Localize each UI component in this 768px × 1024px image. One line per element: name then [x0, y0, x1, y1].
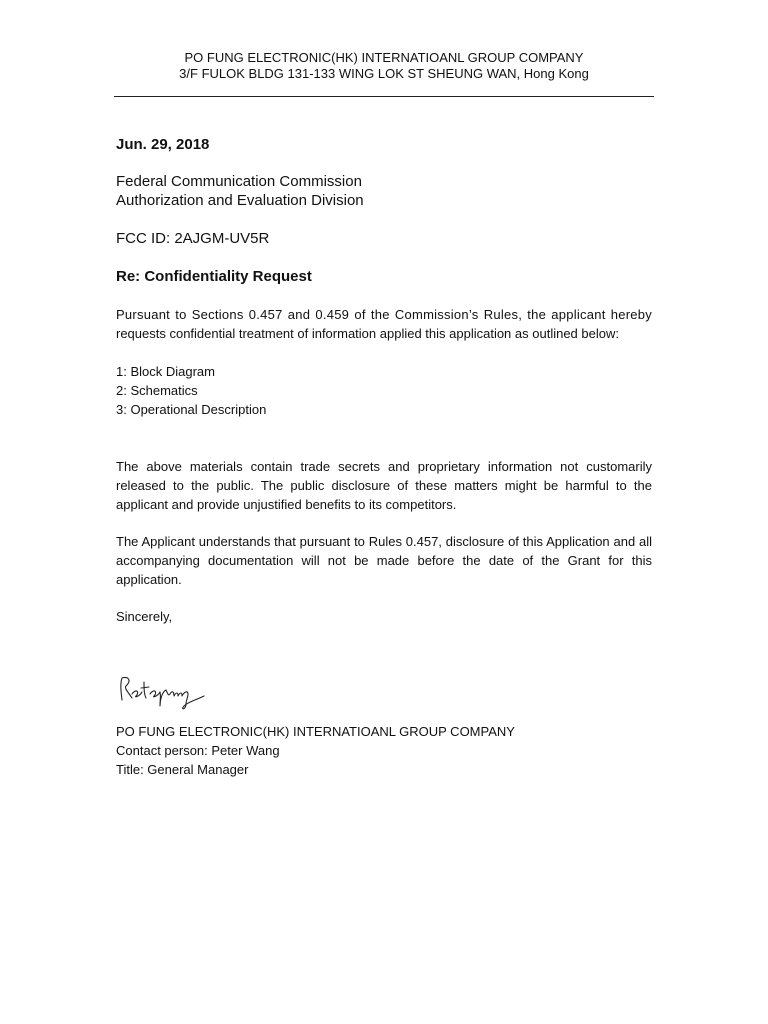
intro-line-1: Pursuant to Sections 0.457 and 0.459 of the Commission’s Rules, the applicant hereby — [116, 307, 652, 322]
letterhead-company: PO FUNG ELECTRONIC(HK) INTERNATIOANL GROUP COMPANY — [184, 50, 584, 65]
fcc-id: FCC ID: 2AJGM-UV5R — [116, 230, 270, 247]
recipient-line-1: Federal Communication Commission — [116, 173, 362, 190]
contact-person: Contact person: Peter Wang — [116, 743, 280, 758]
letterhead — [0, 50, 768, 82]
letterhead-divider — [114, 96, 654, 97]
signature-company: PO FUNG ELECTRONIC(HK) INTERNATIOANL GROUP COMPANY — [116, 724, 515, 739]
disclosure-paragraph: The Applicant understands that pursuant to Rules 0.457, disclosure of this Application and all accompanying documentation will not be made before the date of the Grant for this application. — [116, 534, 652, 587]
list-item: 3: Operational Description — [116, 402, 267, 417]
intro-line-2: requests confidential treatment of information applied this application as outlined below: — [116, 326, 619, 341]
recipient-line-2: Authorization and Evaluation Division — [116, 192, 364, 209]
letter-date: Jun. 29, 2018 — [116, 136, 210, 153]
letterhead-address: 3/F FULOK BLDG 131-133 WING LOK ST SHEUNG WAN, Hong Kong — [179, 66, 589, 81]
subject-line: Re: Confidentiality Request — [116, 268, 312, 285]
handwritten-signature — [114, 670, 210, 714]
list-item: 2: Schematics — [116, 383, 198, 398]
signature-block — [116, 722, 515, 779]
confidential-items-list — [116, 362, 266, 419]
list-item: 1: Block Diagram — [116, 364, 215, 379]
contact-title: Title: General Manager — [116, 762, 249, 777]
intro-paragraph — [116, 305, 652, 343]
trade-secrets-paragraph: The above materials contain trade secrets and proprietary information not customarily released to the public. The public disclosure of these matters might be harmful to the applicant and provide unjustified benefits to its competitors. — [116, 459, 652, 512]
closing: Sincerely, — [116, 609, 173, 624]
